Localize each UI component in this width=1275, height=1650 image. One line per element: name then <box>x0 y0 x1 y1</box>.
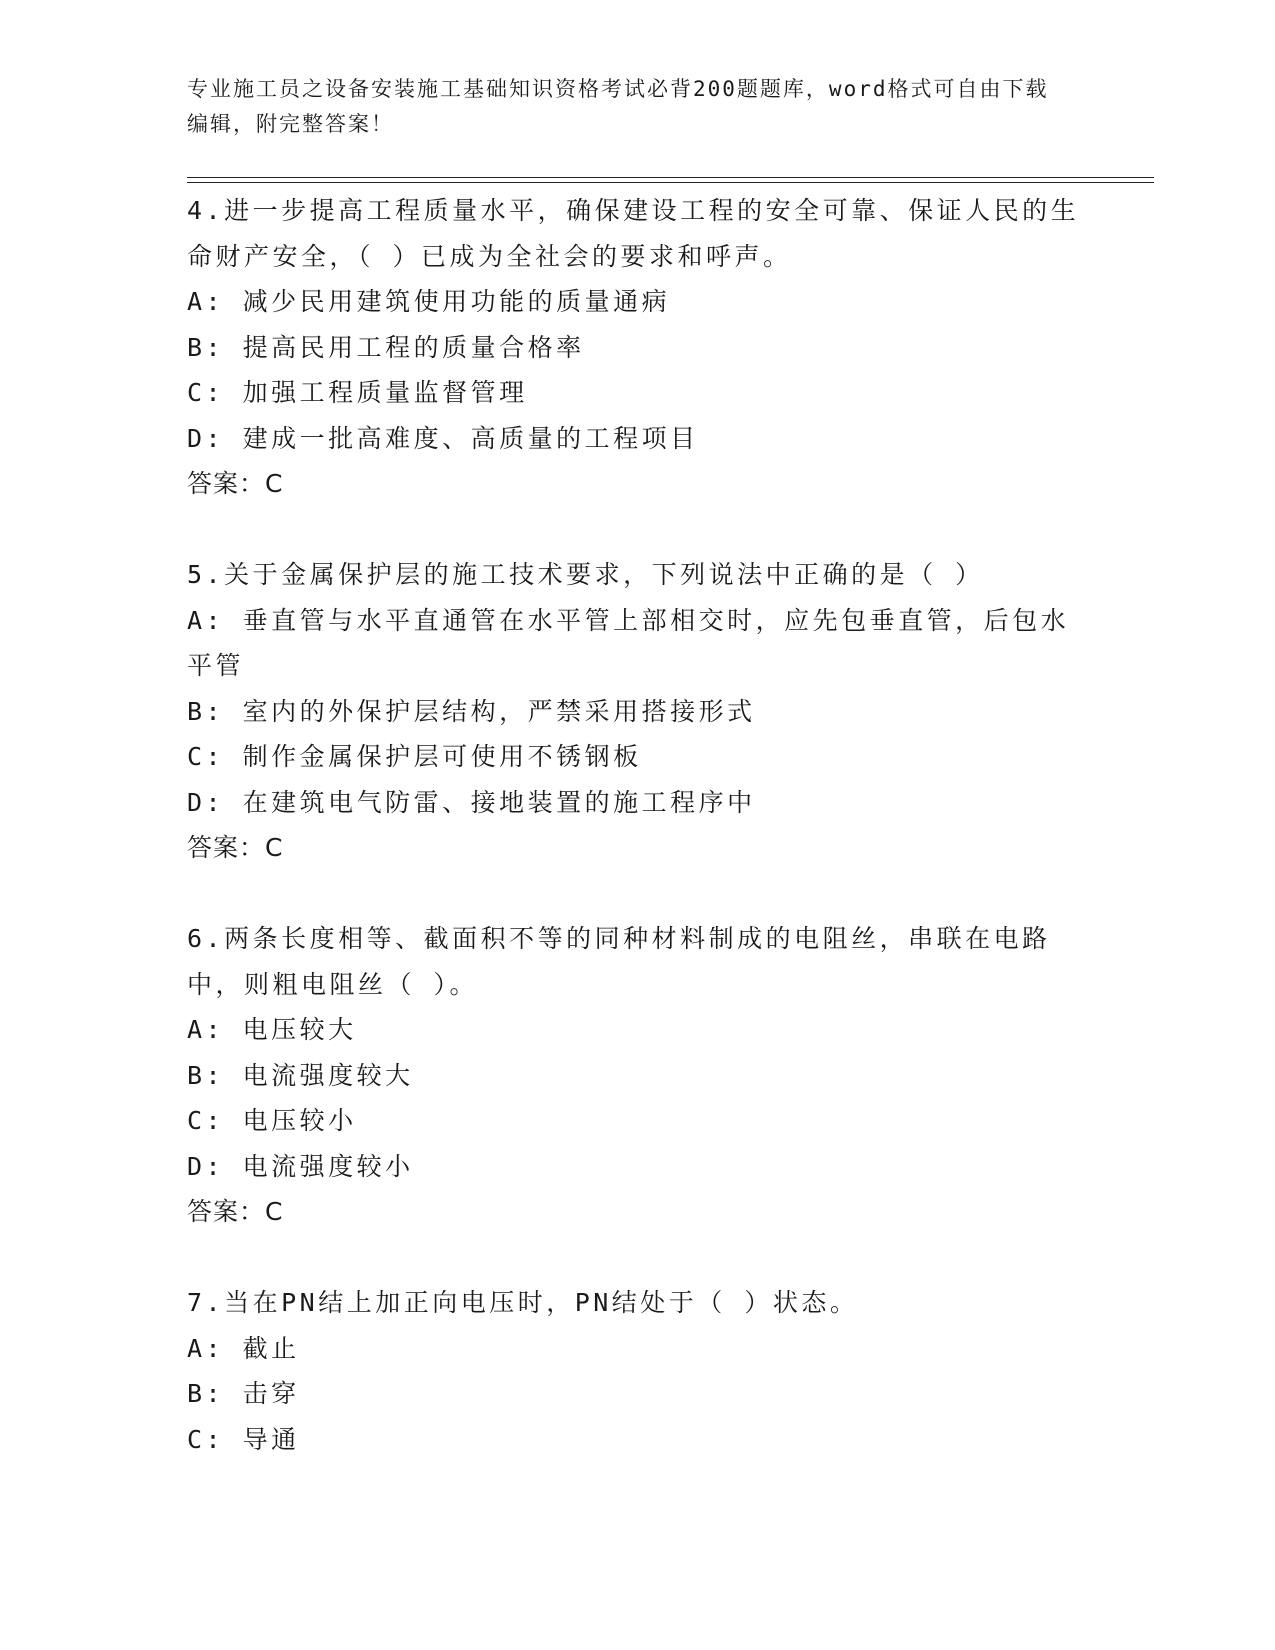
question-7 <box>187 1280 1087 1462</box>
option-b: B: 提高民用工程的质量合格率 <box>187 332 585 362</box>
answer: 答案：C <box>187 1197 284 1226</box>
option-a: A: 减少民用建筑使用功能的质量通病 <box>187 287 671 316</box>
option-d: D: 电流强度较小 <box>187 1151 414 1181</box>
question-stem: 7.当在PN结上加正向电压时，PN结处于（ ）状态。 <box>187 1288 859 1317</box>
header-divider-top <box>187 177 1154 178</box>
option-d: D: 在建筑电气防雷、接地装置的施工程序中 <box>187 787 756 817</box>
header-divider-bottom <box>187 182 1154 183</box>
option-b: B: 击穿 <box>187 1379 300 1408</box>
header-text: 专业施工员之设备安装施工基础知识资格考试必背200题题库，word格式可自由下载编辑，附完整答案！ <box>187 77 1049 136</box>
answer: 答案：C <box>187 469 284 498</box>
option-d: D: 建成一批高难度、高质量的工程项目 <box>187 423 699 453</box>
option-b: B: 电流强度较大 <box>187 1060 414 1090</box>
question-stem: 4.进一步提高工程质量水平，确保建设工程的安全可靠、保证人民的生命财产安全，（ ）已成为全社会的要求和呼声。 <box>187 196 1080 271</box>
answer: 答案：C <box>187 833 284 862</box>
option-c: C: 电压较小 <box>187 1106 357 1135</box>
option-b: B: 室内的外保护层结构，严禁采用搭接形式 <box>187 696 756 726</box>
question-stem: 6.两条长度相等、截面积不等的同种材料制成的电阻丝，串联在电路中，则粗电阻丝（ ）。 <box>187 924 1051 999</box>
option-a: A: 截止 <box>187 1333 300 1363</box>
question-list <box>187 188 1087 1462</box>
question-6 <box>187 916 1087 1235</box>
option-a: A: 垂直管与水平直通管在水平管上部相交时，应先包垂直管，后包水平管 <box>187 605 1070 680</box>
option-c: C: 制作金属保护层可使用不锈钢板 <box>187 742 642 771</box>
question-stem: 5.关于金属保护层的施工技术要求，下列说法中正确的是（ ） <box>187 560 984 589</box>
option-c: C: 加强工程质量监督管理 <box>187 378 528 407</box>
option-c: C: 导通 <box>187 1424 300 1454</box>
question-5 <box>187 552 1087 871</box>
question-4 <box>187 188 1087 507</box>
option-a: A: 电压较大 <box>187 1015 357 1044</box>
document-header <box>187 72 1067 142</box>
